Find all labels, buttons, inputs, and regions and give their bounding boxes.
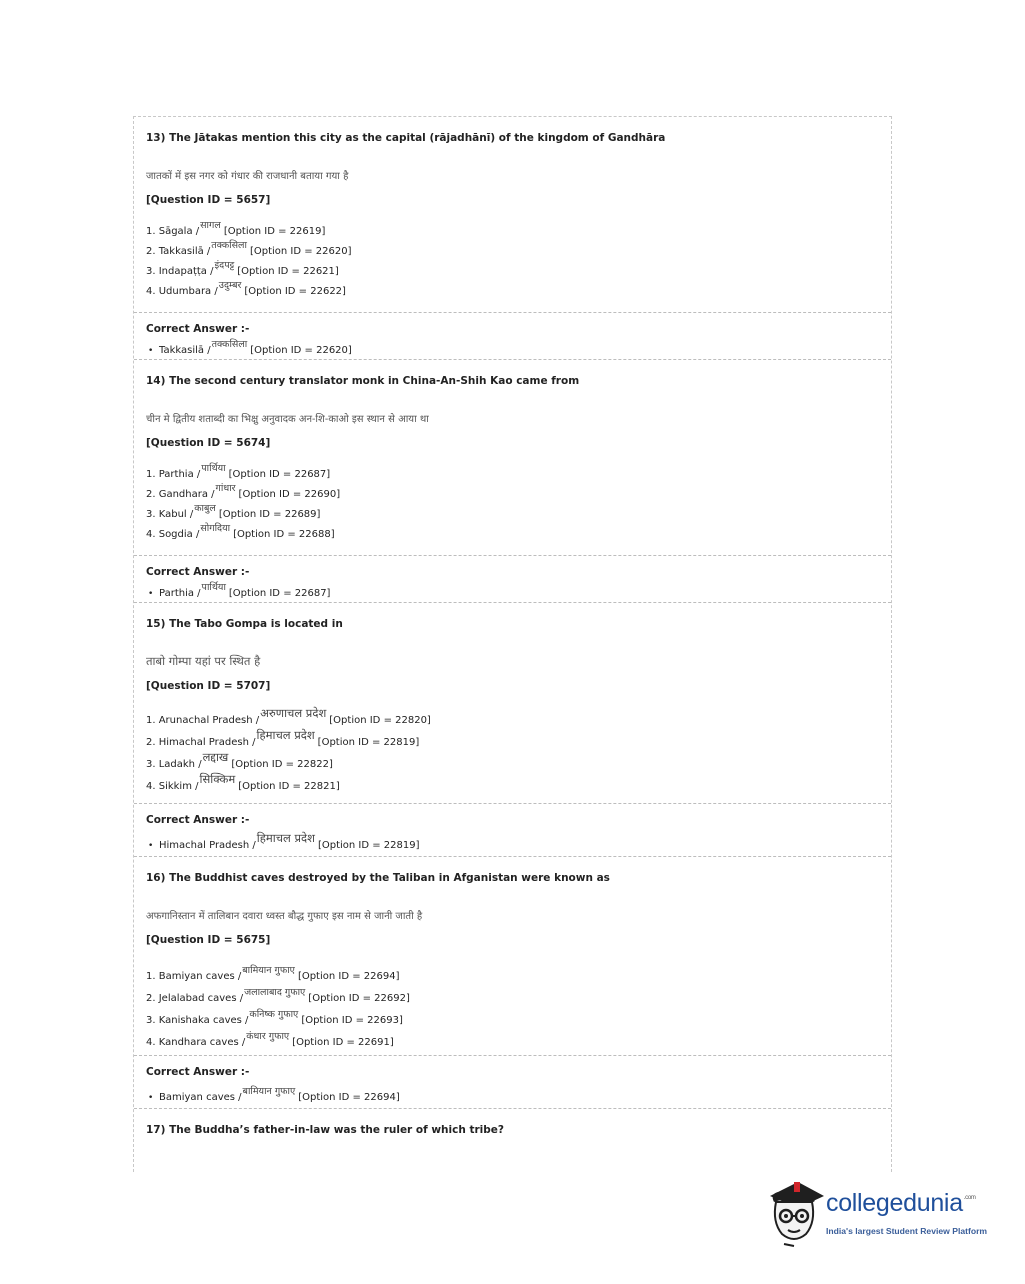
option-label: 1. Arunachal Pradesh / (146, 715, 260, 726)
question-hindi: चीन मे द्वितीय शताब्दी का भिक्षु अनुवादक अन-शि-काओ इस स्थान से आया था (146, 414, 429, 425)
question-title: 14) The second century translator monk in China-An-Shih Kao came from (146, 375, 580, 387)
question-title: 13) The Jātakas mention this city as the capital (rājadhānī) of the kingdom of Gandhāra (146, 132, 666, 144)
correct-answer (146, 339, 879, 356)
bullet-icon: • (148, 346, 154, 356)
option-id: [Option ID = 22689] (218, 509, 321, 520)
option-label: 2. Takkasilā / (146, 246, 211, 257)
option-hindi: कंधार गुफाए (246, 1031, 290, 1042)
option-id: [Option ID = 22819] (317, 737, 420, 748)
option-list (146, 966, 879, 1054)
option-label: 1. Parthia / (146, 469, 201, 480)
answer-block-14 (134, 556, 891, 603)
option-label: 3. Indapaṭṭa / (146, 266, 214, 277)
question-hindi: जातकों में इस नगर को गंधार की राजधानी बताया गया है (146, 171, 349, 182)
question-title: 16) The Buddhist caves destroyed by the Taliban in Afganistan were known as (146, 872, 610, 884)
option-hindi: जलालाबाद गुफाए (244, 987, 306, 998)
answer-label: Himachal Pradesh / (159, 840, 256, 851)
option-item (146, 465, 879, 485)
collegedunia-logo (764, 1176, 996, 1248)
option-hindi: बामियान गुफाए (242, 965, 295, 976)
option-item (146, 222, 879, 242)
option-hindi: उदुम्बर (218, 280, 242, 291)
option-hindi: अरुणाचल प्रदेश (260, 706, 327, 720)
answer-hindi: बामियान गुफाए (242, 1086, 296, 1097)
option-id: [Option ID = 22821] (238, 781, 340, 792)
option-item (146, 262, 879, 282)
option-hindi: लद्दाख (202, 750, 229, 764)
option-label: 4. Sogdia / (146, 529, 200, 540)
option-id: [Option ID = 22692] (308, 993, 410, 1004)
option-id: [Option ID = 22621] (237, 266, 339, 277)
option-item (146, 505, 879, 525)
option-id: [Option ID = 22693] (301, 1015, 403, 1026)
option-item (146, 752, 879, 774)
option-hindi: कनिष्क गुफाए (249, 1009, 299, 1020)
answer-hindi: तक्कसिला (211, 339, 248, 350)
brand-name (826, 1189, 976, 1218)
option-label: 3. Kabul / (146, 509, 194, 520)
option-id: [Option ID = 22690] (238, 489, 341, 500)
option-list (146, 708, 879, 796)
answer-hindi: हिमाचल प्रदेश (256, 831, 315, 845)
option-label: 4. Sikkim / (146, 781, 199, 792)
question-block-16 (134, 857, 891, 1056)
answer-label: Parthia / (159, 588, 201, 599)
option-label: 4. Kandhara caves / (146, 1037, 246, 1048)
option-hindi: पार्थिया (201, 463, 226, 474)
correct-answer (146, 831, 879, 852)
correct-answer-label: Correct Answer :- (146, 1066, 250, 1078)
answer-hindi: पार्थिया (201, 582, 226, 593)
brand-dotcom: .com (963, 1195, 976, 1201)
option-label: 1. Bamiyan caves / (146, 971, 242, 982)
question-id: [Question ID = 5657] (146, 194, 271, 206)
option-id: [Option ID = 22694] (297, 971, 400, 982)
option-label: 3. Kanishaka caves / (146, 1015, 249, 1026)
option-item (146, 525, 879, 545)
option-list (146, 222, 879, 302)
brand-tagline: India's largest Student Review Platform (826, 1226, 988, 1236)
correct-answer-label: Correct Answer :- (146, 814, 250, 826)
answer-id: [Option ID = 22694] (298, 1092, 400, 1103)
option-id: [Option ID = 22620] (249, 246, 352, 257)
brand-wordmark: collegedunia (826, 1189, 963, 1217)
question-hindi: अफगानिस्तान में तालिबान दवारा ध्वस्त बौद्ध गुफाए इस नाम से जानी जाती है (146, 911, 423, 922)
option-hindi: सिक्किम (199, 772, 236, 786)
question-hindi: ताबो गोम्पा यहां पर स्थित है (146, 654, 261, 668)
option-item (146, 988, 879, 1010)
question-block-17 (134, 1109, 891, 1140)
option-hindi: गांधार (215, 483, 236, 494)
answer-block-13 (134, 313, 891, 360)
option-item (146, 1032, 879, 1054)
answer-id: [Option ID = 22819] (317, 840, 420, 851)
question-title: 15) The Tabo Gompa is located in (146, 618, 343, 630)
option-id: [Option ID = 22687] (228, 469, 331, 480)
option-id: [Option ID = 22619] (223, 226, 326, 237)
graduate-mascot-icon (764, 1176, 826, 1248)
question-block-15 (134, 603, 891, 804)
answer-block-15 (134, 804, 891, 857)
question-block-13 (134, 117, 891, 313)
bullet-icon: • (148, 589, 154, 599)
question-paper-sheet (133, 116, 892, 1172)
option-item (146, 708, 879, 730)
correct-answer-label: Correct Answer :- (146, 323, 250, 335)
option-hindi: सोगदिया (200, 523, 231, 534)
option-id: [Option ID = 22691] (292, 1037, 394, 1048)
bullet-icon: • (148, 841, 154, 851)
option-list (146, 465, 879, 545)
option-item (146, 242, 879, 262)
correct-answer-label: Correct Answer :- (146, 566, 250, 578)
option-item (146, 774, 879, 796)
option-hindi: सागल (200, 220, 221, 231)
answer-block-16 (134, 1056, 891, 1109)
option-item (146, 730, 879, 752)
option-item (146, 282, 879, 302)
option-hindi: हिमाचल प्रदेश (256, 728, 315, 742)
question-id: [Question ID = 5675] (146, 934, 271, 946)
question-title: 17) The Buddha’s father-in-law was the ruler of which tribe? (146, 1124, 504, 1136)
option-label: 2. Himachal Pradesh / (146, 737, 256, 748)
option-item (146, 966, 879, 988)
option-id: [Option ID = 22820] (329, 715, 431, 726)
correct-answer (146, 1086, 879, 1103)
option-hindi: काबुल (194, 503, 216, 514)
option-item (146, 485, 879, 505)
option-label: 1. Sāgala / (146, 226, 200, 237)
question-id: [Question ID = 5674] (146, 437, 271, 449)
question-id: [Question ID = 5707] (146, 680, 271, 692)
answer-label: Takkasilā / (159, 345, 211, 356)
option-hindi: इंदपट्ट (214, 260, 235, 271)
question-block-14 (134, 360, 891, 556)
option-label: 4. Udumbara / (146, 286, 218, 297)
option-id: [Option ID = 22688] (233, 529, 335, 540)
answer-id: [Option ID = 22620] (250, 345, 352, 356)
option-label: 2. Gandhara / (146, 489, 215, 500)
option-hindi: तक्कसिला (211, 240, 247, 251)
option-item (146, 1010, 879, 1032)
option-id: [Option ID = 22822] (231, 759, 333, 770)
answer-label: Bamiyan caves / (159, 1092, 242, 1103)
option-id: [Option ID = 22622] (244, 286, 346, 297)
bullet-icon: • (148, 1093, 154, 1103)
answer-id: [Option ID = 22687] (228, 588, 331, 599)
option-label: 3. Ladakh / (146, 759, 202, 770)
correct-answer (146, 582, 879, 599)
option-label: 2. Jelalabad caves / (146, 993, 244, 1004)
